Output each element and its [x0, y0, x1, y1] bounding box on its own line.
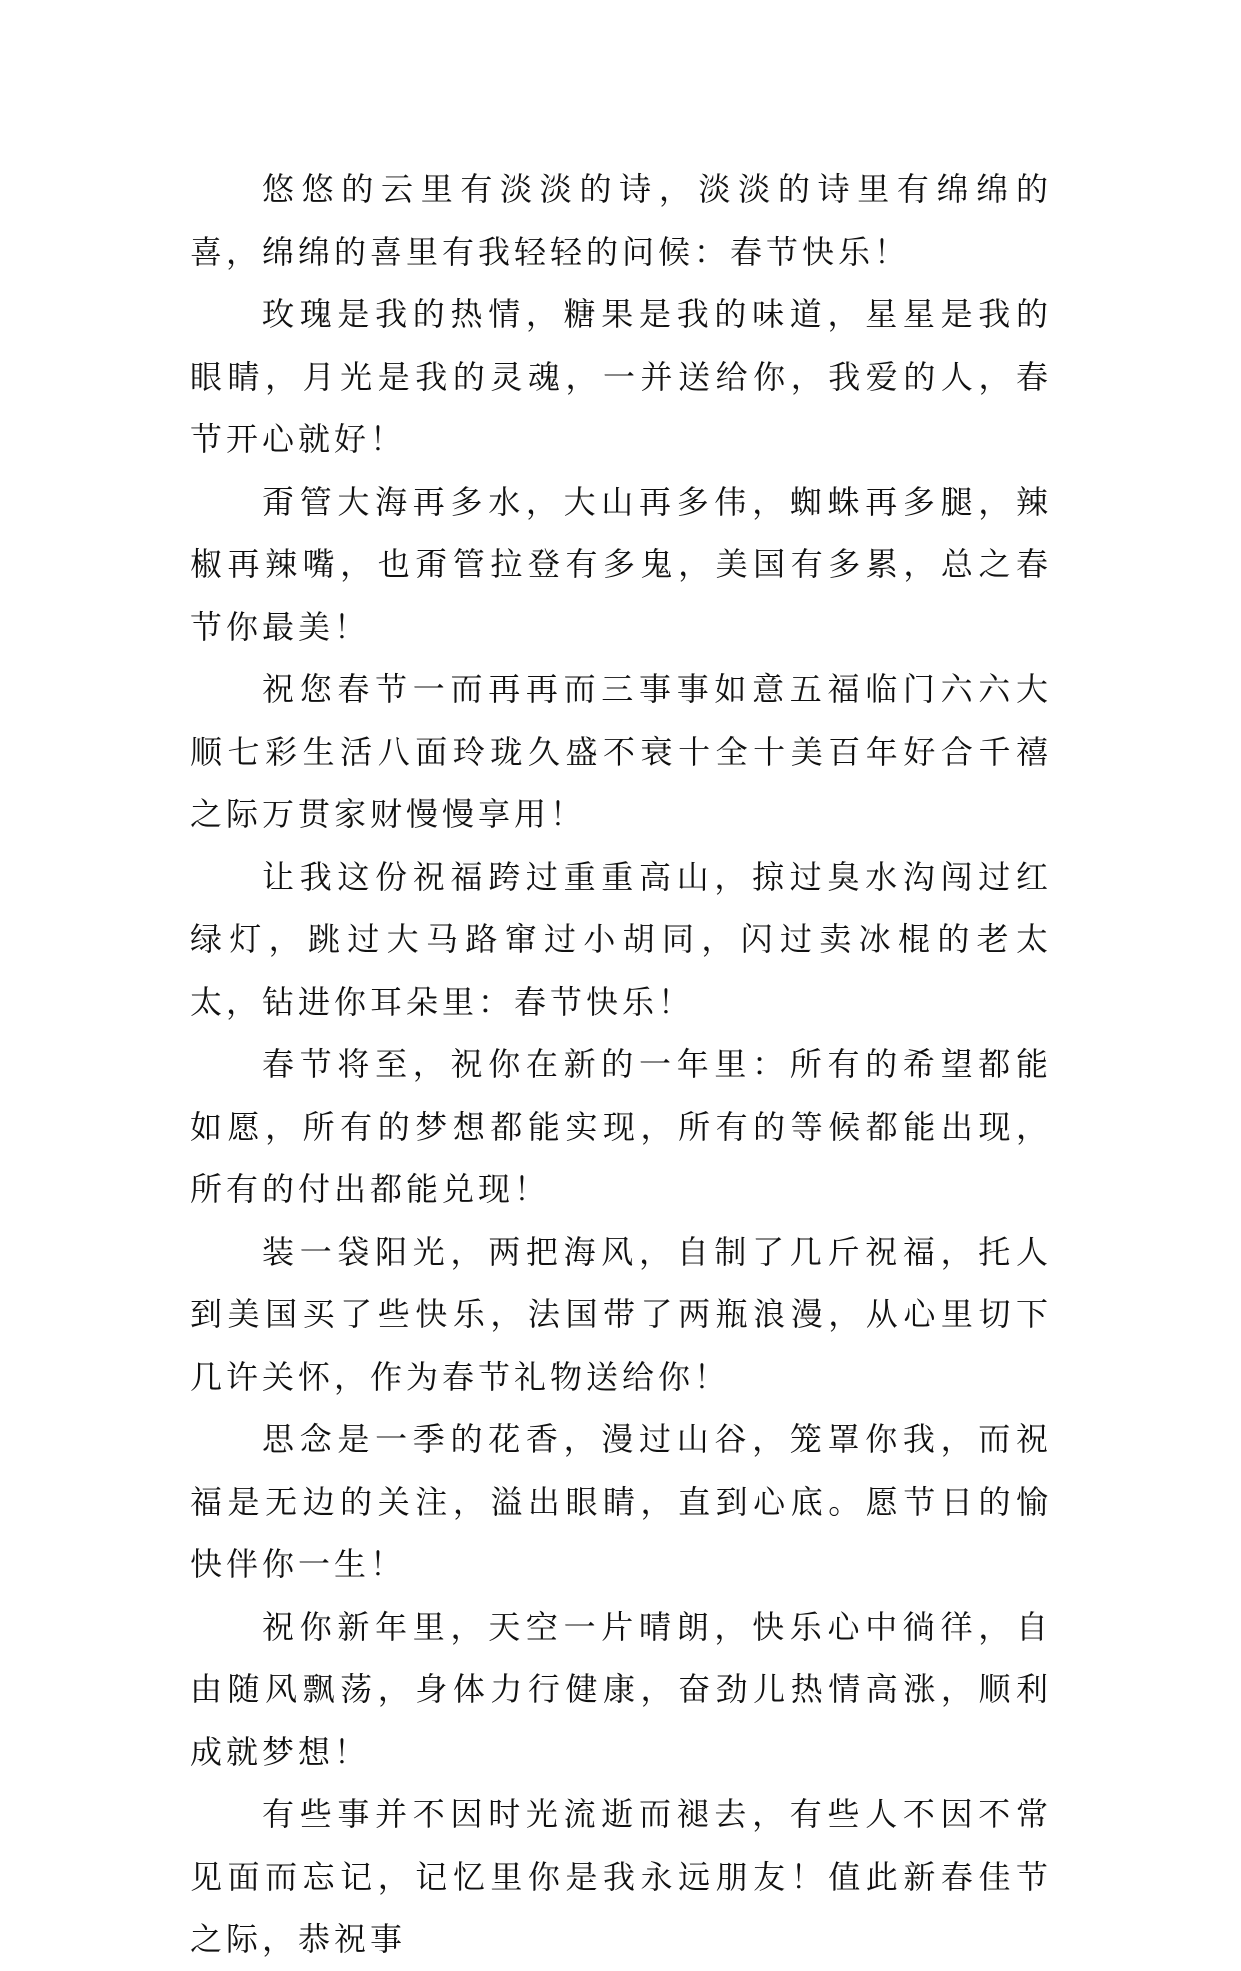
paragraph-7: 装一袋阳光，两把海风，自制了几斤祝福，托人到美国买了些快乐，法国带了两瓶浪漫，从心里切下几许关怀，作为春节礼物送给你！ [190, 1232, 1052, 1396]
document-body [190, 158, 1052, 1971]
paragraph-8: 思念是一季的花香，漫过山谷，笼罩你我，而祝福是无边的关注，溢出眼睛，直到心底。愿节日的愉快伴你一生！ [190, 1420, 1052, 1583]
paragraph-4: 祝您春节一而再再而三事事如意五福临门六六大顺七彩生活八面玲珑久盛不衰十全十美百年好合千禧之际万贯家财慢慢享用！ [190, 670, 1052, 833]
paragraph-9: 祝你新年里，天空一片晴朗，快乐心中徜徉，自由随风飘荡，身体力行健康，奋劲儿热情高涨，顺利成就梦想！ [190, 1607, 1052, 1771]
paragraph-3: 甭管大海再多水，大山再多伟，蜘蛛再多腿，辣椒再辣嘴，也甭管拉登有多鬼，美国有多累，总之春节你最美！ [190, 482, 1052, 646]
paragraph-2: 玫瑰是我的热情，糖果是我的味道，星星是我的眼睛，月光是我的灵魂，一并送给你，我爱的人，春节开心就好！ [190, 295, 1052, 458]
paragraph-5: 让我这份祝福跨过重重高山，掠过臭水沟闯过红绿灯，跳过大马路窜过小胡同，闪过卖冰棍的老太太，钻进你耳朵里：春节快乐！ [190, 857, 1052, 1021]
paragraph-1: 悠悠的云里有淡淡的诗，淡淡的诗里有绵绵的喜，绵绵的喜里有我轻轻的问候：春节快乐！ [190, 170, 1052, 271]
paragraph-10: 有些事并不因时光流逝而褪去，有些人不因不常见面而忘记，记忆里你是我永远朋友！值此新春佳节之际，恭祝事 [190, 1795, 1052, 1958]
paragraph-6: 春节将至，祝你在新的一年里：所有的希望都能如愿，所有的梦想都能实现，所有的等候都能出现，所有的付出都能兑现！ [190, 1045, 1052, 1208]
